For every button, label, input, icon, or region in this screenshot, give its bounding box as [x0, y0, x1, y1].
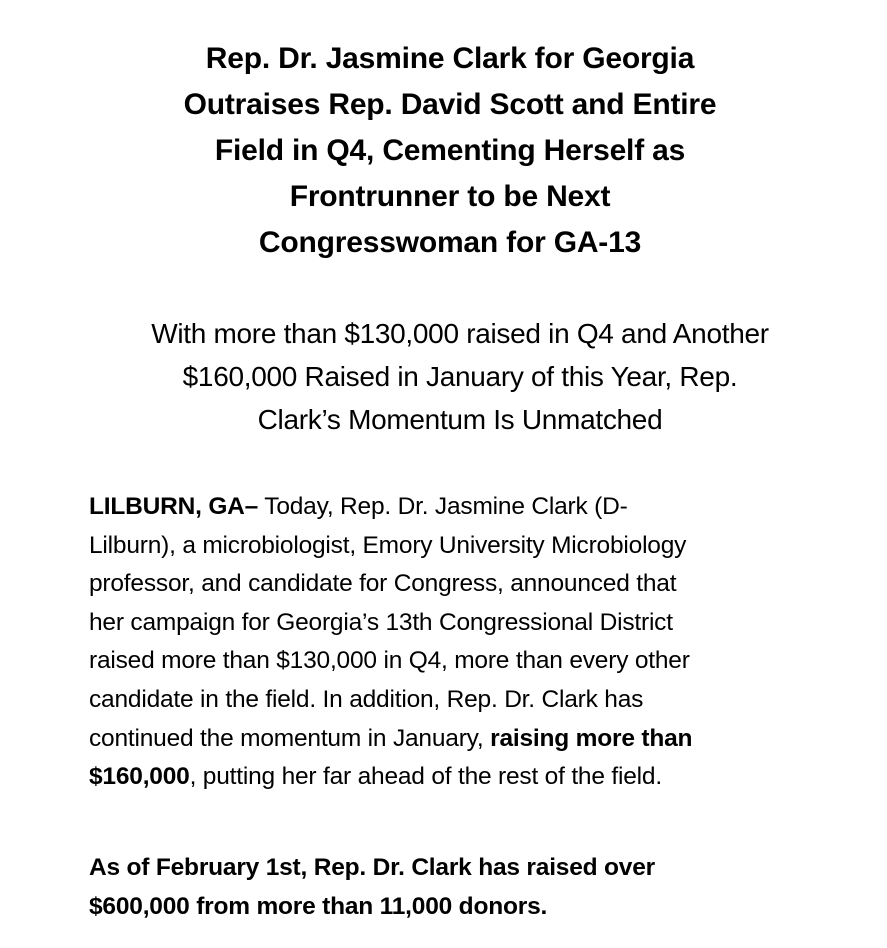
body-line: professor, and candidate for Congress, announced that	[89, 570, 677, 598]
body-line: her campaign for Georgia’s 13th Congressional District	[89, 608, 673, 636]
body-line	[89, 488, 849, 527]
body-line: Lilburn), a microbiologist, Emory University Microbiology	[89, 531, 687, 559]
closing-statement	[89, 848, 849, 926]
body-emphasis: raising more than	[490, 724, 693, 752]
closing-line: $600,000 from more than 11,000 donors.	[89, 893, 548, 920]
body-text: continued the momentum in January,	[89, 724, 491, 752]
subheadline-line: Clark’s Momentum Is Unmatched	[257, 404, 663, 435]
subheadline-line: $160,000 Raised in January of this Year, Rep.	[182, 361, 738, 392]
headline-line: Congresswoman for GA-13	[258, 226, 642, 259]
body-line: candidate in the field. In addition, Rep. Dr. Clark has	[89, 685, 644, 713]
headline-line: Frontrunner to be Next	[289, 180, 611, 213]
body-text: Today, Rep. Dr. Jasmine Clark (D-	[258, 493, 628, 520]
body-paragraph	[89, 488, 849, 797]
headline-line: Rep. Dr. Jasmine Clark for Georgia	[205, 42, 695, 75]
subheadline-line: With more than $130,000 raised in Q4 and Another	[151, 318, 769, 349]
body-emphasis: $160,000	[89, 763, 190, 791]
body-line: raised more than $130,000 in Q4, more than every other	[89, 647, 690, 675]
body-text: , putting her far ahead of the rest of the field.	[189, 763, 662, 791]
body-line	[89, 758, 849, 797]
closing-line: As of February 1st, Rep. Dr. Clark has raised over	[89, 854, 655, 881]
headline-line: Field in Q4, Cementing Herself as	[214, 134, 686, 167]
dateline: LILBURN, GA–	[89, 493, 259, 520]
body-line	[89, 720, 849, 759]
headline-line: Outraises Rep. David Scott and Entire	[183, 88, 717, 121]
press-release-headline	[100, 36, 800, 266]
press-release-subheadline	[60, 312, 860, 441]
